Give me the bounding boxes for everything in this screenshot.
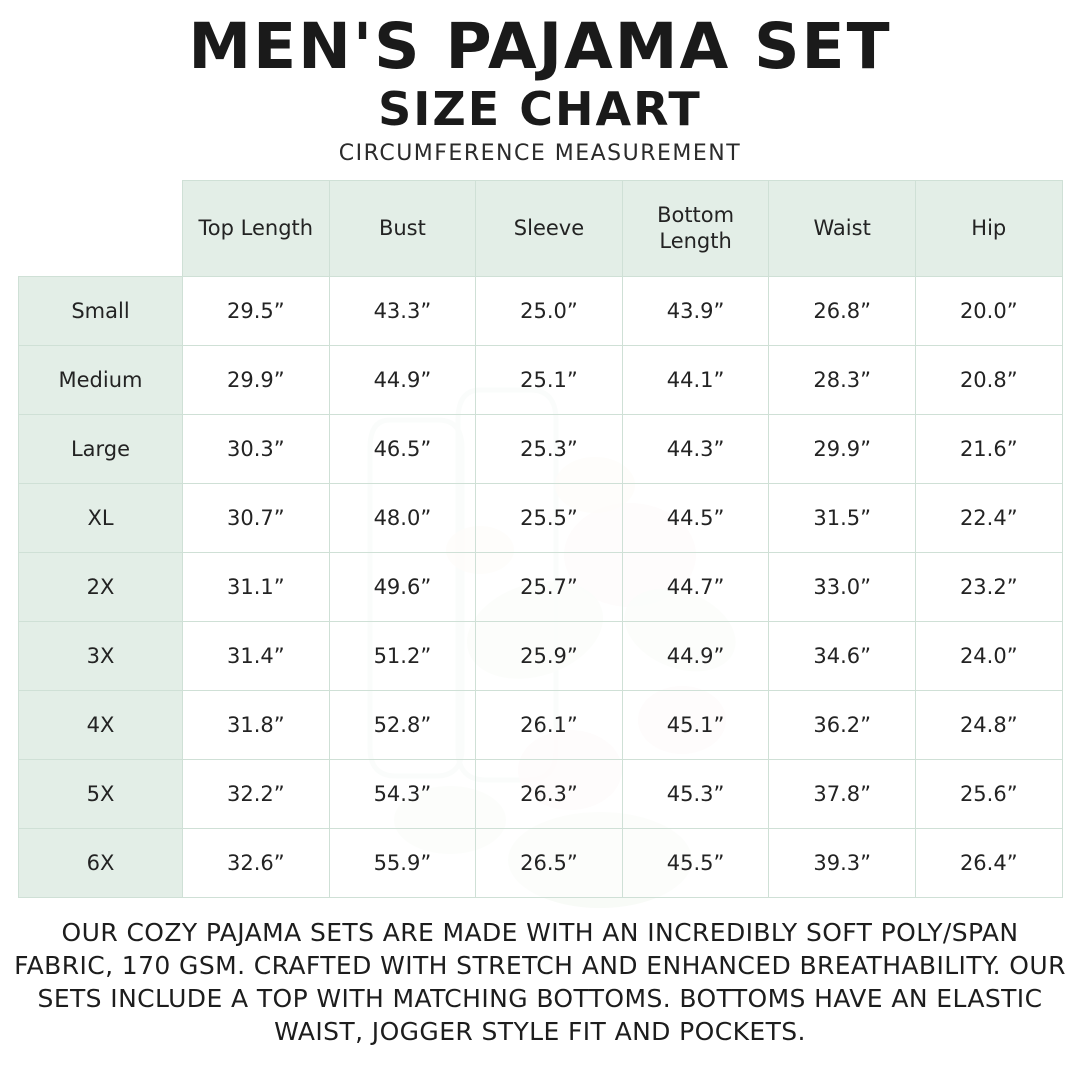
table-row (19, 621, 1063, 690)
cell-bottom-length: 45.1” (622, 690, 769, 759)
table-row (19, 690, 1063, 759)
cell-sleeve: 25.5” (476, 483, 623, 552)
cell-top-length: 32.6” (183, 828, 330, 897)
cell-waist: 29.9” (769, 414, 916, 483)
cell-bottom-length: 44.7” (622, 552, 769, 621)
cell-waist: 39.3” (769, 828, 916, 897)
cell-bottom-length: 44.3” (622, 414, 769, 483)
cell-top-length: 30.3” (183, 414, 330, 483)
table-header (19, 180, 1063, 276)
row-header-size: 4X (19, 690, 183, 759)
cell-bust: 44.9” (329, 345, 476, 414)
size-chart-table (18, 180, 1063, 898)
cell-hip: 24.8” (915, 690, 1062, 759)
cell-sleeve: 25.1” (476, 345, 623, 414)
cell-hip: 20.8” (915, 345, 1062, 414)
cell-bust: 48.0” (329, 483, 476, 552)
table-row (19, 759, 1063, 828)
cell-waist: 33.0” (769, 552, 916, 621)
cell-bust: 55.9” (329, 828, 476, 897)
page-subtitle: SIZE CHART (378, 82, 702, 137)
row-header-size: 5X (19, 759, 183, 828)
cell-top-length: 31.4” (183, 621, 330, 690)
cell-hip: 22.4” (915, 483, 1062, 552)
cell-top-length: 31.1” (183, 552, 330, 621)
cell-bust: 51.2” (329, 621, 476, 690)
cell-bottom-length: 45.3” (622, 759, 769, 828)
row-header-size: 2X (19, 552, 183, 621)
cell-bust: 54.3” (329, 759, 476, 828)
row-header-size: 3X (19, 621, 183, 690)
cell-hip: 23.2” (915, 552, 1062, 621)
column-header-waist: Waist (769, 180, 916, 276)
cell-bust: 52.8” (329, 690, 476, 759)
row-header-size: XL (19, 483, 183, 552)
row-header-size: Small (19, 276, 183, 345)
header-block (0, 0, 1080, 166)
table-row (19, 483, 1063, 552)
column-header-hip: Hip (915, 180, 1062, 276)
cell-bottom-length: 44.9” (622, 621, 769, 690)
table-row (19, 828, 1063, 897)
cell-sleeve: 25.7” (476, 552, 623, 621)
cell-sleeve: 26.5” (476, 828, 623, 897)
cell-bust: 46.5” (329, 414, 476, 483)
cell-top-length: 30.7” (183, 483, 330, 552)
table-row (19, 345, 1063, 414)
cell-sleeve: 25.9” (476, 621, 623, 690)
cell-bust: 49.6” (329, 552, 476, 621)
cell-waist: 26.8” (769, 276, 916, 345)
cell-top-length: 29.5” (183, 276, 330, 345)
cell-hip: 26.4” (915, 828, 1062, 897)
cell-bust: 43.3” (329, 276, 476, 345)
cell-bottom-length: 45.5” (622, 828, 769, 897)
cell-hip: 20.0” (915, 276, 1062, 345)
cell-waist: 36.2” (769, 690, 916, 759)
page-title: MEN'S PAJAMA SET (188, 10, 892, 83)
cell-waist: 34.6” (769, 621, 916, 690)
cell-sleeve: 26.3” (476, 759, 623, 828)
cell-waist: 28.3” (769, 345, 916, 414)
table-header-row (19, 180, 1063, 276)
row-header-size: 6X (19, 828, 183, 897)
cell-waist: 31.5” (769, 483, 916, 552)
cell-sleeve: 25.0” (476, 276, 623, 345)
cell-sleeve: 26.1” (476, 690, 623, 759)
table-corner-cell (19, 180, 183, 276)
column-header-sleeve: Sleeve (476, 180, 623, 276)
row-header-size: Large (19, 414, 183, 483)
cell-top-length: 29.9” (183, 345, 330, 414)
cell-bottom-length: 44.5” (622, 483, 769, 552)
cell-sleeve: 25.3” (476, 414, 623, 483)
cell-top-length: 31.8” (183, 690, 330, 759)
product-description: OUR COZY PAJAMA SETS ARE MADE WITH AN INCREDIBLY SOFT POLY/SPAN FABRIC, 170 GSM. CRAFTED WITH STRETCH AND ENHANCED BREATHABILITY. OUR SETS INCLUDE A TOP WITH MATCHING BOTTOMS. BOTTOMS HAVE AN ELASTIC WAIST, JOGGER STYLE FIT AND POCKETS. (14, 917, 1066, 1046)
cell-top-length: 32.2” (183, 759, 330, 828)
table-row (19, 552, 1063, 621)
cell-bottom-length: 43.9” (622, 276, 769, 345)
table-row (19, 414, 1063, 483)
table-row (19, 276, 1063, 345)
column-header-top-length: Top Length (183, 180, 330, 276)
column-header-bottom-length: Bottom Length (622, 180, 769, 276)
table-body (19, 276, 1063, 897)
cell-hip: 24.0” (915, 621, 1062, 690)
row-header-size: Medium (19, 345, 183, 414)
cell-hip: 25.6” (915, 759, 1062, 828)
cell-waist: 37.8” (769, 759, 916, 828)
cell-hip: 21.6” (915, 414, 1062, 483)
cell-bottom-length: 44.1” (622, 345, 769, 414)
column-header-bust: Bust (329, 180, 476, 276)
size-chart-table-wrapper (18, 180, 1062, 898)
measurement-note: CIRCUMFERENCE MEASUREMENT (338, 140, 742, 166)
